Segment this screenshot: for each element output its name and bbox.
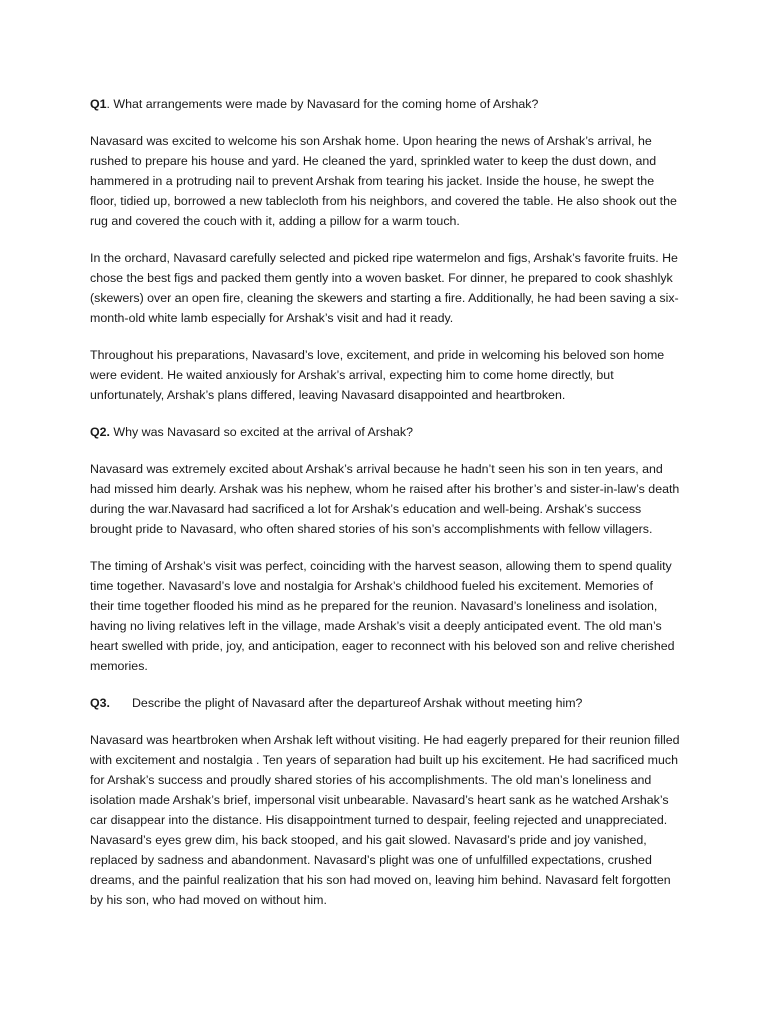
question-text: Why was Navasard so excited at the arrival of Arshak? xyxy=(109,425,413,439)
question-number: Q3. xyxy=(90,696,110,710)
answer-paragraph: Navasard was excited to welcome his son Arshak home. Upon hearing the news of Arshak’s arrival, he rushed to prepare his house and yard. He cleaned the yard, sprinkled water to keep the dust down, and hammered in a protruding nail to prevent Arshak from tearing his jacket. Inside the house, he swept the floor, tidied up, borrowed a new tablecloth from his neighbors, and covered the table. He also shook out the rug and covered the couch with it, adding a pillow for a warm touch. xyxy=(90,134,677,228)
question-text: Describe the plight of Navasard after the departureof Arshak without meeting him? xyxy=(131,696,583,710)
question-3 xyxy=(90,693,680,713)
answer-paragraph: In the orchard, Navasard carefully selected and picked ripe watermelon and figs, Arshak’s favorite fruits. He chose the best figs and packed them gently into a woven basket. For dinner, he prepared to cook shashlyk (skewers) over an open fire, cleaning the skewers and starting a fire. Additionally, he had been saving a six-month-old white lamb especially for Arshak’s visit and had it ready. xyxy=(90,251,679,325)
question-number: Q2. xyxy=(90,425,110,439)
answer-paragraph: The timing of Arshak’s visit was perfect, coinciding with the harvest season, allowing them to spend quality time together. Navasard’s love and nostalgia for Arshak’s childhood fueled his excitement. Memories of their time together flooded his mind as he prepared for the reunion. Navasard’s loneliness and isolation, having no living relatives left in the village, made Arshak’s visit a deeply anticipated event. The old man’s heart swelled with pride, joy, and anticipation, eager to reconnect with his beloved son and relive cherished memories. xyxy=(90,559,675,673)
answer-paragraph: Navasard was extremely excited about Arshak’s arrival because he hadn’t seen his son in ten years, and had missed him dearly. Arshak was his nephew, whom he raised after his brother’s and sister-in-law’s death during the war.Navasard had sacrificed a lot for Arshak’s education and well-being. Arshak’s success brought pride to Navasard, who often shared stories of his son’s accomplishments with fellow villagers. xyxy=(90,462,680,536)
answer-paragraph: Throughout his preparations, Navasard’s love, excitement, and pride in welcoming his beloved son home were evident. He waited anxiously for Arshak’s arrival, expecting him to come home directly, but unfortunately, Arshak’s plans differed, leaving Navasard disappointed and heartbroken. xyxy=(90,348,665,402)
answer-paragraph: Navasard was heartbroken when Arshak left without visiting. He had eagerly prepared for their reunion filled with excitement and nostalgia . Ten years of separation had built up his excitement. He had sacrificed much for Arshak’s success and proudly shared stories of his accomplishments. The old man’s loneliness and isolation made Arshak’s brief, impersonal visit unbearable. Navasard’s heart sank as he watched Arshak’s car disappear into the distance. His disappointment turned to despair, feeling rejected and unappreciated. Navasard’s eyes grew dim, his back stooped, and his gait slowed. Navasard’s pride and joy vanished, replaced by sadness and abandonment. Navasard’s plight was one of unfulfilled expectations, crushed dreams, and the painful realization that his son had moved on, leaving him behind. Navasard felt forgotten by his son, who had moved on without him. xyxy=(90,733,680,907)
question-2 xyxy=(90,422,680,442)
question-text: . What arrangements were made by Navasard for the coming home of Arshak? xyxy=(106,97,539,111)
question-number: Q1 xyxy=(90,97,107,111)
question-1 xyxy=(90,94,680,114)
